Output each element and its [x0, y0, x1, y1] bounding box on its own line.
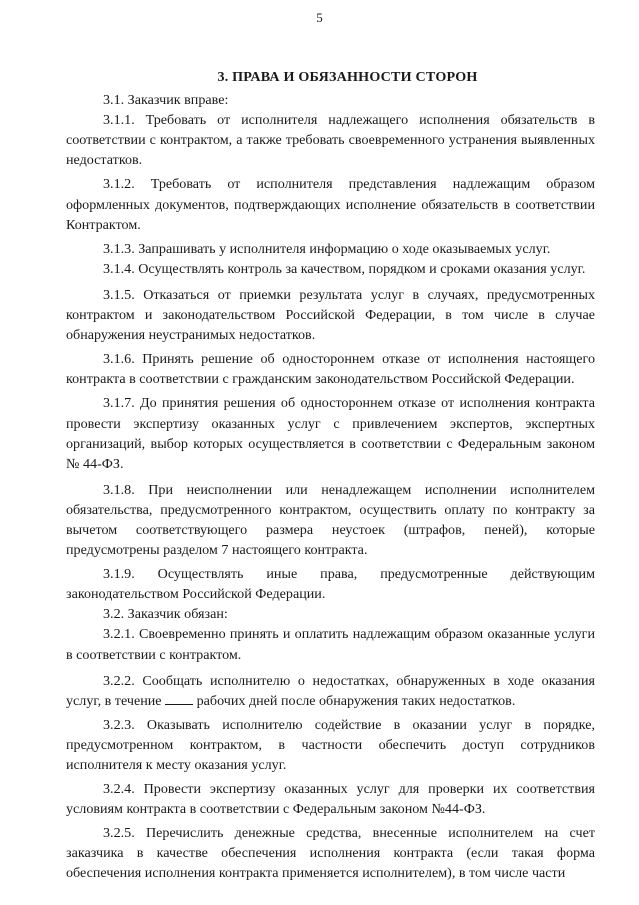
paragraph-3-2-1: 3.2.1. Своевременно принять и оплатить надлежащим образом оказанные услуги в соответствии с контрактом.	[66, 626, 595, 663]
days-blank-field	[165, 692, 193, 705]
paragraph-3-1-9: 3.1.9. Осуществлять иные права, предусмотренные действующим законодательством Российской Федерации.	[66, 566, 595, 603]
paragraph-3-1-6: 3.1.6. Принять решение об одностороннем отказе от исполнения настоящего контракта в соответствии с гражданским законодательством Российской Федерации.	[66, 351, 595, 388]
paragraph-3-1-7: 3.1.7. До принятия решения об одностороннем отказе от исполнения контракта провести экспертизу оказанных услуг с привлечением экспертов, экспертных организаций, выбор которых осуществляется в соответствии с Федеральным законом № 44-ФЗ.	[66, 395, 595, 472]
paragraph-3-2-2	[66, 671, 595, 711]
document-body	[66, 67, 595, 884]
paragraph-3-1-8: 3.1.8. При неисполнении или ненадлежащем исполнении исполнителем обязательства, предусмотренного контрактом, осуществить оплату по контракту за вычетом соответствующего размера неустоек (штрафов, пеней), которые предусмотрены разделом 7 настоящего контракта.	[66, 481, 595, 559]
paragraph-3-1: 3.1. Заказчик вправе:	[103, 92, 229, 109]
paragraph-3-1-2: 3.1.2. Требовать от исполнителя представления надлежащим образом оформленных документов, подтверждающих исполнение обязательств в соответствии Контрактом.	[66, 176, 595, 233]
paragraph-3-1-5: 3.1.5. Отказаться от приемки результата услуг в случаях, предусмотренных контрактом и законодательством Российской Федерации, в том числе в случае обнаружения неустранимых недостатков.	[66, 286, 595, 344]
page-number: 5	[316, 10, 323, 25]
paragraph-3-2-3: 3.2.3. Оказывать исполнителю содействие в оказании услуг в порядке, предусмотренном контрактом, в частности обеспечить доступ сотрудников исполнителя к месту оказания услуг.	[66, 716, 595, 773]
paragraph-3-1-3: 3.1.3. Запрашивать у исполнителя информацию о ходе оказываемых услуг.	[103, 240, 551, 257]
paragraph-3-1-1: 3.1.1. Требовать от исполнителя надлежащего исполнения обязательств в соответствии с контрактом, а также требовать своевременного устранения выявленных недостатков.	[66, 112, 595, 169]
section-title: 3. ПРАВА И ОБЯЗАННОСТИ СТОРОН	[217, 69, 478, 85]
paragraph-3-2-4: 3.2.4. Провести экспертизу оказанных услуг для проверки их соответствия условиям контракта в соответствии с Федеральным законом №44-ФЗ.	[66, 781, 595, 818]
paragraph-3-1-4: 3.1.4. Осуществлять контроль за качеством, порядком и сроками оказания услуг.	[103, 260, 586, 277]
paragraph-3-2-2-part-a: 3.2.2. Сообщать исполнителю о недостатках, обнаруженных в ходе оказания услуг, в течение	[66, 672, 595, 709]
paragraph-3-2: 3.2. Заказчик обязан:	[103, 606, 228, 623]
paragraph-3-2-5: 3.2.5. Перечислить денежные средства, внесенные исполнителем на счет заказчика в качестве обеспечения исполнения контракта (если такая форма обеспечения исполнения контракта применяется исполнителем), в том числе части	[66, 825, 595, 882]
paragraph-3-2-2-part-b: рабочих дней после обнаружения таких недостатков.	[196, 692, 516, 709]
